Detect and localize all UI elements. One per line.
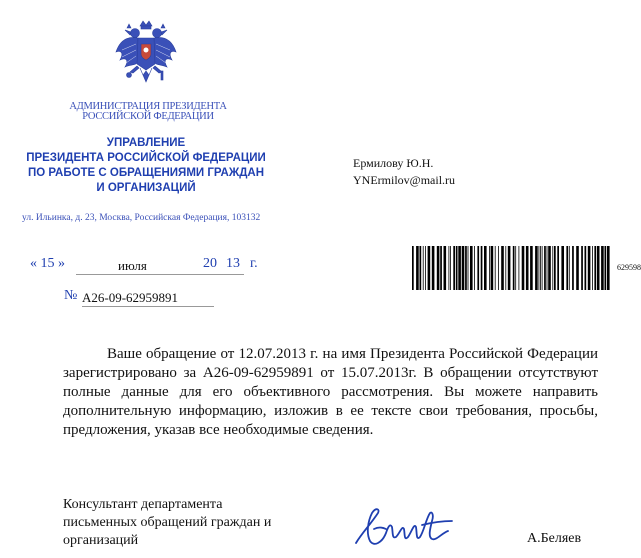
barcode-bar [547, 246, 548, 290]
department-title-line3: ПО РАБОТЕ С ОБРАЩЕНИЯМИ ГРАЖДАН [27, 167, 265, 179]
barcode-bar [484, 246, 487, 290]
letter-body-paragraph: Ваше обращение от 12.07.2013 г. на имя Президента Российской Федерации зарегистрировано за А26-09-62959891 от 15.07.2013г. В обращении отсутствуют полные данные для его объективного рассмотрения. Вы можете направить дополнительную информацию, изложив в ее тексте свои требования, просьбы, предложения, указав все необходимые сведения. [63, 346, 598, 438]
barcode-bar [501, 246, 504, 290]
signer-position-line2: письменных обращений граждан и [63, 515, 272, 530]
barcode-bar [453, 246, 455, 290]
barcode-bar [554, 246, 556, 290]
barcode-number: 629598 [617, 263, 641, 272]
barcode-bar [468, 246, 469, 290]
letter-body [63, 345, 598, 440]
barcode-bar [444, 246, 447, 290]
registration-number-underline [82, 306, 214, 307]
barcode-bar [474, 246, 475, 290]
barcode-bar [526, 246, 529, 290]
barcode-bar [585, 246, 587, 290]
barcode-bar [450, 246, 451, 290]
barcode-bar [498, 246, 499, 290]
barcode-bar [440, 246, 442, 290]
barcode-bar [548, 246, 551, 290]
barcode-bar [522, 246, 525, 290]
recipient-email: YNErmilov@mail.ru [353, 173, 456, 187]
barcode-bar [552, 246, 553, 290]
barcode-bar [540, 246, 541, 290]
letterhead-address: ул. Ильинка, д. 23, Москва, Российская Федерация, 103132 [22, 213, 261, 223]
barcode-bar [542, 246, 543, 290]
date-month: июля [118, 258, 147, 273]
barcode-bar [495, 246, 496, 290]
department-title-line4: И ОРГАНИЗАЦИЙ [96, 182, 196, 194]
barcode-bar [489, 246, 490, 290]
date-year-prefix: 20 [203, 256, 217, 271]
date-day: « 15 » [30, 256, 65, 271]
barcode-bar [423, 246, 424, 290]
signer-name: А.Беляев [527, 531, 582, 546]
barcode-bar [572, 246, 574, 290]
signer-position-line3: организаций [63, 533, 139, 548]
barcode-bar [557, 246, 559, 290]
barcode-bar [515, 246, 516, 290]
barcode-bar [607, 246, 610, 290]
barcode-bar [508, 246, 511, 290]
barcode-bar [597, 246, 600, 290]
barcode-bar [425, 246, 426, 290]
barcode-bar [569, 246, 570, 290]
barcode-bar [456, 246, 458, 290]
barcode-bar [458, 246, 461, 290]
signer-position [63, 496, 323, 550]
handwritten-signature-icon [352, 503, 464, 549]
coat-of-arms-icon [114, 20, 178, 90]
barcode-bar [465, 246, 467, 290]
barcode-bar [581, 246, 583, 290]
barcode-bar [576, 246, 579, 290]
registration-number: А26-09-62959891 [82, 290, 179, 305]
barcode-bar [594, 246, 596, 290]
barcode-bar [561, 246, 564, 290]
admin-title-line1: АДМИНИСТРАЦИЯ ПРЕЗИДЕНТА [69, 101, 227, 112]
barcode-bar [601, 246, 604, 290]
barcode-bar [477, 246, 479, 290]
barcode-bar [470, 246, 473, 290]
barcode-bar [519, 246, 520, 290]
barcode-bar [491, 246, 494, 290]
admin-title-line2: РОССИЙСКОЙ ФЕДЕРАЦИИ [82, 111, 214, 122]
barcode-bar [416, 246, 419, 290]
barcode-bar [432, 246, 435, 290]
department-title-line1: УПРАВЛЕНИЕ [106, 137, 186, 149]
date-year-suffix: 13 [226, 256, 240, 271]
barcode-bar [566, 246, 568, 290]
barcode-bar [544, 246, 546, 290]
department-title-line2: ПРЕЗИДЕНТА РОССИЙСКОЙ ФЕДЕРАЦИИ [26, 152, 266, 164]
signer-position-line1: Консультант департамента [63, 497, 223, 512]
barcode-bar [462, 246, 465, 290]
barcode-bar [481, 246, 483, 290]
barcode-bar [588, 246, 591, 290]
barcode-bar [428, 246, 431, 290]
barcode-bar [592, 246, 593, 290]
barcode-bar [449, 246, 450, 290]
recipient-name: Ермилову Ю.Н. [353, 156, 434, 170]
date-month-underline [76, 274, 226, 275]
barcode-bar [420, 246, 422, 290]
date-year-marker: г. [250, 256, 258, 271]
barcode-icon [412, 246, 612, 290]
barcode-bar [530, 246, 533, 290]
registration-number-sign: № [64, 288, 78, 303]
barcode-bar [412, 246, 414, 290]
barcode-bar [605, 246, 607, 290]
barcode-bar [535, 246, 538, 290]
date-year-underline [224, 274, 244, 275]
barcode-bar [513, 246, 515, 290]
barcode-bar [505, 246, 506, 290]
barcode-bar [437, 246, 440, 290]
barcode-bar [539, 246, 540, 290]
